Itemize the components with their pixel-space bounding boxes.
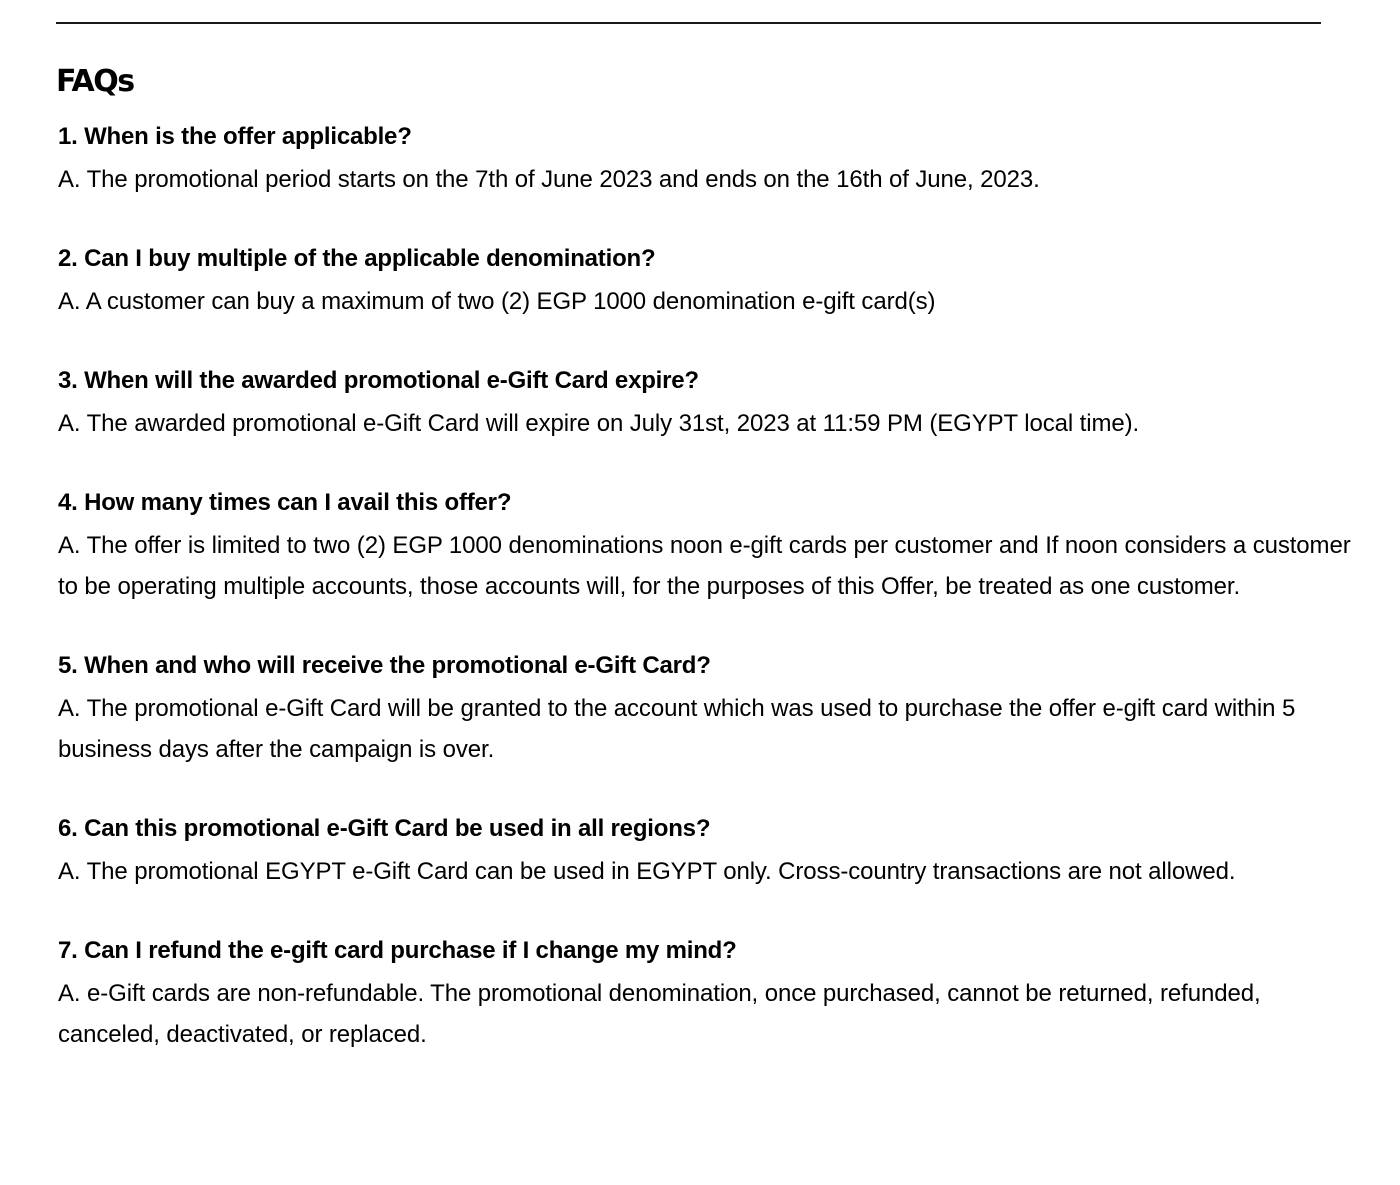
top-divider — [56, 22, 1321, 24]
faq-question: 3. When will the awarded promotional e-Gift Card expire? — [58, 367, 699, 394]
faq-question: 5. When and who will receive the promotional e-Gift Card? — [58, 652, 711, 679]
faq-list — [58, 118, 1368, 1095]
faq-question: 6. Can this promotional e-Gift Card be used in all regions? — [58, 815, 711, 842]
faq-item — [58, 932, 1368, 1055]
page-title: FAQs — [56, 64, 134, 99]
faq-item — [58, 362, 1368, 444]
faq-answer: A. The promotional period starts on the 7th of June 2023 and ends on the 16th of June, 2023. — [58, 166, 1040, 193]
faq-question: 2. Can I buy multiple of the applicable denomination? — [58, 245, 656, 272]
faq-item — [58, 484, 1368, 607]
faq-question: 4. How many times can I avail this offer? — [58, 489, 512, 516]
faq-question: 1. When is the offer applicable? — [58, 123, 412, 150]
faq-item — [58, 810, 1368, 892]
faq-answer: A. The awarded promotional e-Gift Card will expire on July 31st, 2023 at 11:59 PM (EGYPT local time). — [58, 410, 1140, 437]
faq-answer: A. A customer can buy a maximum of two (2) EGP 1000 denomination e-gift card(s) — [58, 288, 936, 315]
faq-answer: A. The promotional e-Gift Card will be granted to the account which was used to purchase the offer e-gift card within 5 business days after the campaign is over. — [58, 695, 1296, 763]
faq-answer: A. e-Gift cards are non-refundable. The promotional denomination, once purchased, cannot be returned, refunded, canceled, deactivated, or replaced. — [58, 980, 1261, 1048]
faq-item — [58, 240, 1368, 322]
faq-question: 7. Can I refund the e-gift card purchase if I change my mind? — [58, 937, 737, 964]
faq-answer: A. The promotional EGYPT e-Gift Card can be used in EGYPT only. Cross-country transactions are not allowed. — [58, 858, 1236, 885]
faq-answer: A. The offer is limited to two (2) EGP 1000 denominations noon e-gift cards per customer and If noon considers a customer to be operating multiple accounts, those accounts will, for the purposes of this Offer, be treated as one customer. — [58, 532, 1351, 600]
faq-item — [58, 647, 1368, 770]
faq-item — [58, 118, 1368, 200]
